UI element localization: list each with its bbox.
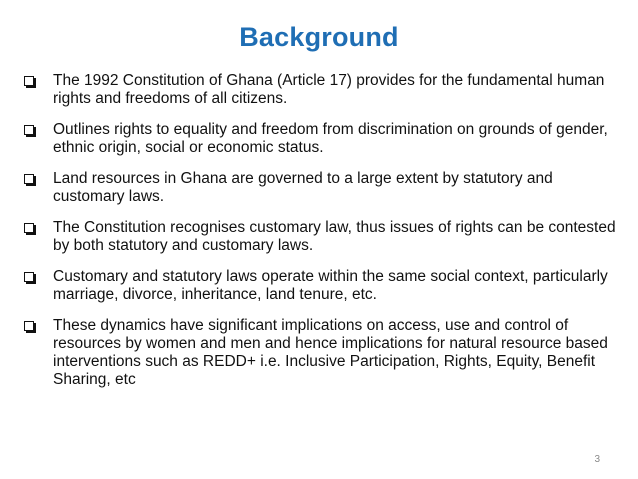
- bullet-text: Land resources in Ghana are governed to a large extent by statutory and customary laws.: [53, 170, 553, 205]
- bullet-item: [22, 72, 622, 108]
- square-bullet-icon: [24, 223, 34, 233]
- bullet-item: [22, 219, 622, 255]
- bullet-list: [22, 72, 622, 402]
- square-bullet-icon: [24, 125, 34, 135]
- bullet-text: Outlines rights to equality and freedom from discrimination on grounds of gender, ethnic origin, social or economic status.: [53, 121, 608, 156]
- square-bullet-icon: [24, 321, 34, 331]
- square-bullet-icon: [24, 174, 34, 184]
- bullet-text: The Constitution recognises customary law, thus issues of rights can be contested by both statutory and customary laws.: [53, 219, 616, 254]
- slide-title: Background: [239, 22, 399, 52]
- bullet-text: Customary and statutory laws operate within the same social context, particularly marriage, divorce, inheritance, land tenure, etc.: [53, 268, 608, 303]
- square-bullet-icon: [24, 272, 34, 282]
- bullet-item: [22, 268, 622, 304]
- bullet-item: [22, 170, 622, 206]
- bullet-item: [22, 121, 622, 157]
- bullet-item: [22, 317, 622, 389]
- bullet-text: These dynamics have significant implications on access, use and control of resources by women and men and hence implications for natural resource based interventions such as REDD+ i.e. Inclusive Participation, Rights, Equity, Benefit Sharing, etc: [53, 317, 608, 388]
- page-number: 3: [594, 454, 600, 465]
- bullet-text: The 1992 Constitution of Ghana (Article 17) provides for the fundamental human rights and freedoms of all citizens.: [53, 72, 605, 107]
- square-bullet-icon: [24, 76, 34, 86]
